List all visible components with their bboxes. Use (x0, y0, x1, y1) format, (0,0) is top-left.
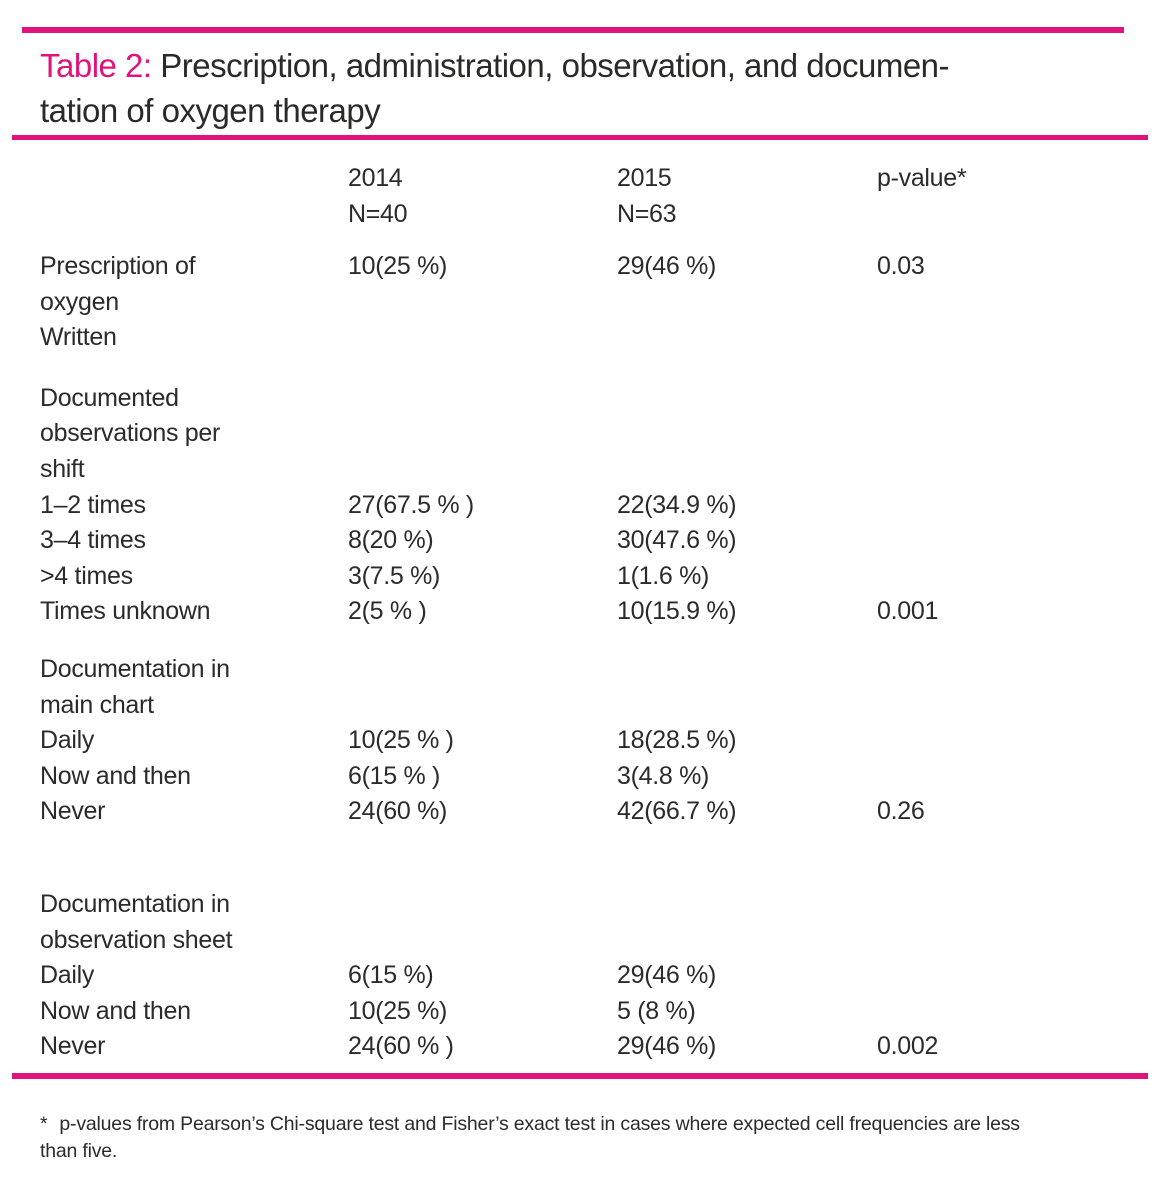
cell-pvalue (877, 759, 1152, 795)
footnote-line2: than five. (40, 1139, 118, 1162)
cell-2015: 42(66.7 %) (617, 797, 737, 826)
header-2014 (348, 160, 617, 232)
cell-pvalue (877, 652, 1152, 688)
row-label: observation sheet (40, 925, 233, 954)
table-row (0, 320, 1152, 356)
row-label: 3–4 times (40, 526, 146, 555)
row-label: Written (40, 323, 117, 352)
cell-pvalue (877, 488, 1152, 524)
row-label: Documentation in (40, 654, 230, 683)
cell-2014: 3(7.5 %) (348, 561, 441, 590)
cell-pvalue (877, 723, 1152, 759)
cell-2014: 10(25 %) (348, 252, 448, 280)
cell-2015 (617, 688, 877, 724)
table-row (0, 381, 1152, 417)
row-label: Daily (40, 961, 95, 990)
cell-2015 (617, 381, 877, 417)
row-label: observations per (40, 419, 221, 448)
table-row (0, 523, 1152, 559)
row-label: Now and then (40, 996, 191, 1025)
table-body (0, 249, 1152, 1065)
cell-2014 (348, 887, 617, 923)
cell-2014: 10(25 % ) (348, 726, 454, 755)
cell-2015: 29(46 %) (617, 961, 717, 990)
cell-pvalue (877, 994, 1152, 1030)
row-label: Daily (40, 726, 95, 755)
cell-2014 (348, 285, 617, 321)
cell-pvalue (877, 523, 1152, 559)
cell-2014 (348, 652, 617, 688)
cell-pvalue (877, 887, 1152, 923)
row-label: shift (40, 454, 85, 483)
cell-2015: 18(28.5 %) (617, 726, 737, 755)
cell-pvalue (877, 320, 1152, 356)
cell-2015: 3(4.8 %) (617, 761, 710, 790)
cell-2014 (348, 452, 617, 488)
cell-pvalue (877, 559, 1152, 595)
table-number: Table 2: (40, 47, 152, 84)
cell-pvalue (877, 381, 1152, 417)
row-label: Never (40, 797, 106, 826)
table-row (0, 794, 1152, 830)
cell-2015: 10(15.9 %) (617, 597, 737, 626)
header-2014-year: 2014 (348, 164, 403, 192)
header-empty-cell (40, 160, 348, 232)
cell-2015 (617, 285, 877, 321)
cell-2014: 27(67.5 % ) (348, 490, 474, 519)
row-label: Never (40, 1032, 106, 1061)
cell-2015: 1(1.6 %) (617, 561, 710, 590)
footnote-line1: p-values from Pearson’s Chi-square test and Fisher’s exact test in cases where expected cell frequencies are less (59, 1112, 1020, 1135)
table-row (0, 923, 1152, 959)
row-label: Documentation in (40, 889, 230, 918)
table-title-line1-text: Prescription, administration, observation, and documen- (151, 47, 950, 84)
header-2015 (617, 160, 877, 232)
table-row (0, 652, 1152, 688)
cell-2015 (617, 652, 877, 688)
row-label: main chart (40, 690, 154, 719)
cell-pvalue (877, 923, 1152, 959)
row-label: Prescription of (40, 252, 196, 280)
cell-2014 (348, 416, 617, 452)
cell-2014 (348, 381, 617, 417)
title-rule (12, 135, 1148, 140)
table-row (0, 688, 1152, 724)
table-row (0, 452, 1152, 488)
cell-2014 (348, 688, 617, 724)
cell-pvalue (877, 452, 1152, 488)
cell-pvalue: 0.03 (877, 252, 925, 280)
cell-2015 (617, 416, 877, 452)
cell-2015: 29(46 %) (617, 252, 717, 280)
table-row (0, 723, 1152, 759)
table-title-line2: tation of oxygen therapy (40, 92, 381, 129)
cell-2014 (348, 923, 617, 959)
cell-pvalue (877, 688, 1152, 724)
row-label: Now and then (40, 761, 191, 790)
row-label: 1–2 times (40, 490, 146, 519)
table-row (0, 249, 1152, 285)
cell-2015 (617, 452, 877, 488)
cell-pvalue (877, 416, 1152, 452)
cell-2014: 6(15 %) (348, 961, 434, 990)
top-rule (22, 27, 1124, 33)
table-title (40, 43, 1132, 133)
cell-2015 (617, 320, 877, 356)
cell-2015 (617, 923, 877, 959)
row-label: Documented (40, 383, 179, 412)
cell-pvalue (877, 285, 1152, 321)
cell-2014: 8(20 %) (348, 526, 434, 555)
cell-2014: 10(25 %) (348, 996, 448, 1025)
bottom-rule (12, 1073, 1148, 1079)
cell-2014 (348, 320, 617, 356)
cell-2015: 22(34.9 %) (617, 490, 737, 519)
cell-2015: 29(46 %) (617, 1032, 717, 1061)
table-row (0, 416, 1152, 452)
header-2015-year: 2015 (617, 164, 672, 192)
table-title-line1 (40, 43, 1132, 88)
row-label: >4 times (40, 561, 133, 590)
cell-pvalue: 0.002 (877, 1032, 939, 1061)
cell-2014: 24(60 %) (348, 797, 448, 826)
table-row (0, 285, 1152, 321)
table-row (0, 958, 1152, 994)
cell-2014: 6(15 % ) (348, 761, 441, 790)
cell-2014: 24(60 % ) (348, 1032, 454, 1061)
row-label: Times unknown (40, 597, 211, 626)
cell-2015: 30(47.6 %) (617, 526, 737, 555)
table-row (0, 594, 1152, 630)
cell-2015 (617, 887, 877, 923)
cell-pvalue: 0.001 (877, 597, 939, 626)
table-row (0, 488, 1152, 524)
header-2015-n: N=63 (617, 200, 677, 228)
cell-pvalue: 0.26 (877, 797, 925, 826)
header-pvalue: p-value* (877, 164, 967, 192)
table-row (0, 559, 1152, 595)
footnote-marker: * (40, 1112, 48, 1135)
table-row (0, 759, 1152, 795)
table-row (0, 994, 1152, 1030)
footnote (40, 1111, 1122, 1165)
table-row (0, 887, 1152, 923)
cell-pvalue (877, 958, 1152, 994)
cell-2014: 2(5 % ) (348, 597, 427, 626)
header-2014-n: N=40 (348, 200, 408, 228)
table-row (0, 1029, 1152, 1065)
cell-2015: 5 (8 %) (617, 996, 696, 1025)
row-label: oxygen (40, 287, 119, 316)
table-header (0, 160, 1152, 232)
